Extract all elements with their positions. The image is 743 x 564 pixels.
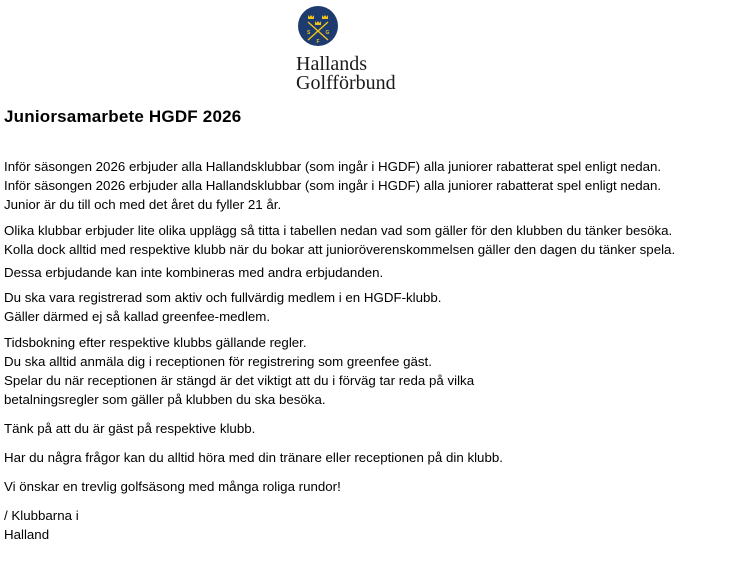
text-line: Inför säsongen 2026 erbjuder alla Hallandsklubbar (som ingår i HGDF) alla juniorer rabatterat spel enligt nedan. — [4, 159, 662, 174]
paragraph — [4, 506, 79, 544]
text-line: Du ska alltid anmäla dig i receptionen för registrering som greenfee gäst. — [4, 354, 432, 369]
paragraph — [4, 263, 383, 282]
text-line: Halland — [4, 527, 50, 542]
paragraph — [4, 448, 503, 467]
text-line: Spelar du när receptionen är stängd är det viktigt att du i förväg tar reda på vilka — [4, 373, 475, 388]
text-line: / Klubbarna i — [4, 508, 79, 523]
text-line: Tänk på att du är gäst på respektive klubb. — [4, 421, 256, 436]
text-line: Dessa erbjudande kan inte kombineras med andra erbjudanden. — [4, 265, 384, 280]
paragraph — [4, 419, 255, 438]
brand-name-line2: Golfförbund — [296, 72, 396, 94]
svg-text:F: F — [316, 39, 320, 45]
page-title: Juniorsamarbete HGDF 2026 — [4, 107, 242, 126]
text-line: Inför säsongen 2026 erbjuder alla Hallandsklubbar (som ingår i HGDF) alla juniorer rabatterat spel enligt nedan. — [4, 178, 662, 193]
text-line: Har du några frågor kan du alltid höra med din tränare eller receptionen på din klubb. — [4, 450, 503, 465]
text-line: Tidsbokning efter respektive klubbs gällande regler. — [4, 335, 307, 350]
text-line: Vi önskar en trevlig golfsäsong med många roliga rundor! — [4, 479, 341, 494]
text-line: betalningsregler som gäller på klubben du ska besöka. — [4, 392, 326, 407]
text-line: Junior är du till och med det året du fyller 21 år. — [4, 197, 282, 212]
golf-federation-emblem-icon — [298, 6, 338, 46]
brand-name-line1: Hallands — [296, 53, 368, 75]
text-line: Kolla dock alltid med respektive klubb när du bokar att junioröverenskommelsen gäller den dagen du tänker spela. — [4, 242, 676, 257]
paragraph — [4, 288, 441, 326]
paragraph — [4, 333, 474, 409]
paragraph — [4, 477, 341, 496]
paragraph — [4, 221, 675, 259]
svg-text:S: S — [307, 30, 311, 36]
logo — [296, 6, 416, 92]
text-line: Olika klubbar erbjuder lite olika upplägg så titta i tabellen nedan vad som gäller för den klubben du tänker besöka. — [4, 223, 673, 238]
paragraph — [4, 157, 661, 214]
text-line: Du ska vara registrerad som aktiv och fullvärdig medlem i en HGDF-klubb. — [4, 290, 442, 305]
text-line: Gäller därmed ej så kallad greenfee-medlem. — [4, 309, 271, 324]
svg-text:G: G — [325, 30, 330, 36]
